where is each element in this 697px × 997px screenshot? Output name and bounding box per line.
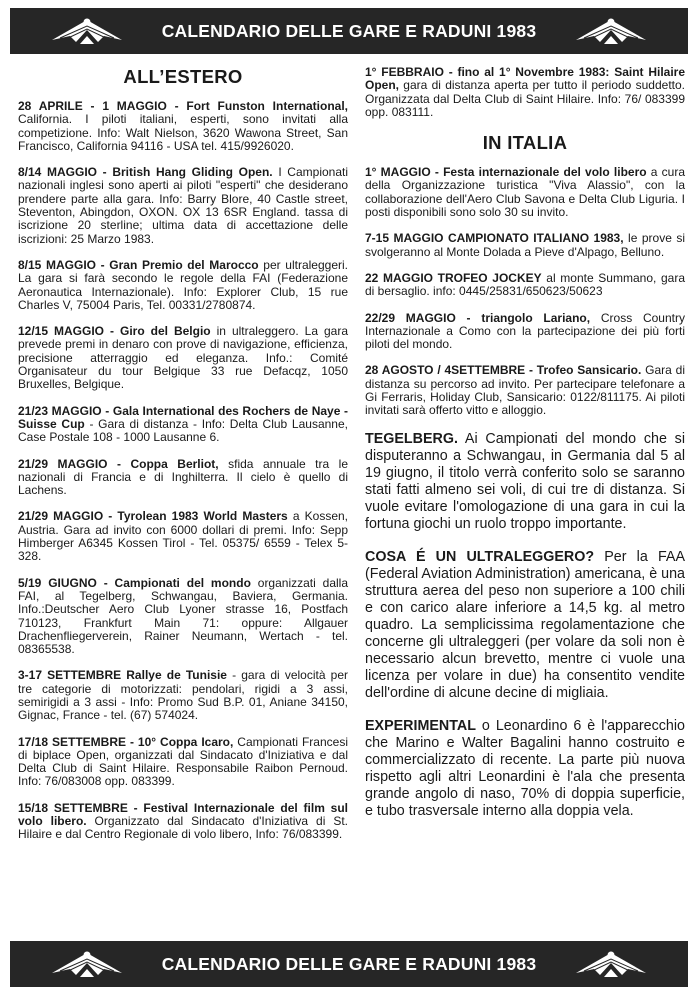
event-entry: 12/15 MAGGIO - Giro del Belgio in ultraleggero. La gara prevede premi in denaro con prove di navigazione, efficienza, precisione atterraggio ed eleganza. Info.: Comité Organisateur du tour Belgique 33 rue Defacqz, 1050 Bruxelles, Belgique. (18, 324, 349, 392)
event-entry: 1° FEBBRAIO - fino al 1° Novembre 1983: Saint Hilaire Open, gara di distanza aperta per tutto il periodo suddetto. Organizzata dal Delta Club di Saint Hilaire. Info: 76/ 083399 opp. 083111. (365, 65, 685, 119)
section-heading-italy: IN ITALIA (482, 132, 568, 154)
event-entry: 28 APRILE - 1 MAGGIO - Fort Funston International, California. I piloti italiani, esperti, sono invitati alla competizione. Info: Walt Nielson, 3620 Wawona Street, San Francisco, California 94116 - USA tel. 415/9926020. (18, 99, 348, 153)
eagle-wing-icon (50, 947, 124, 981)
event-entry: 22/29 MAGGIO - triangolo Lariano, Cross Country Internazionale a Como con la partecipazione dei più forti piloti del mondo. (365, 310, 685, 352)
section-heading-abroad: ALL’ESTERO (123, 66, 243, 87)
event-entry: 17/18 SETTEMBRE - 10° Coppa Icaro, Campionati Francesi di biplace Open, organizzati dal Sindacato d'Iniziativa e dal Delta Club di Saint Hilaire. Responsabile Raibon Pernoud. Info: 76/083008 opp. 083399. (18, 734, 348, 789)
event-entry: 21/29 MAGGIO - Coppa Berliot, sfida annuale tra le nazionali di Francia e di Inghilterra. Il cielo è quello di Lachens. (18, 456, 348, 498)
calendar-title: CALENDARIO DELLE GARE E RADUNI 1983 (161, 953, 537, 974)
event-entry: 28 AGOSTO / 4SETTEMBRE - Trofeo Sansicario. Gara di distanza su percorso ad invito. Per partecipare telefonare a Gi Ferraris, Holiday Club, Sansicario: 0122/811175. Ai piloti invitati sarà offerto vitto e alloggio. (365, 363, 685, 418)
event-entry: 8/15 MAGGIO - Gran Premio del Marocco per ultraleggeri. La gara si farà secondo le regole della FAI (Federazione Aeronautica Internazionale). Info: Explorer Club, 15 rue Charles V, 75004 Paris, Tel. 00331/2780874. (18, 257, 348, 312)
italy-column (365, 66, 685, 836)
calendar-title: CALENDARIO DELLE GARE E RADUNI 1983 (161, 20, 537, 41)
event-entry: 21/23 MAGGIO - Gala International des Rochers de Naye - Suisse Cup - Gara di distanza - Info: Delta Club Lausanne, Case Postale 108 - 1000 Lausanne 6. (18, 403, 348, 445)
footer-banner (10, 941, 688, 987)
header-banner (10, 8, 688, 54)
event-entry: 8/14 MAGGIO - British Hang Gliding Open. I Campionati nazionali inglesi sono aperti ai piloti "esperti" che desiderano prendere parte alla gara. Info: Barry Blore, 40 Castle street, Steventon, Abingdon, OXON. OX 13 6SR England. tassa di iscrizione 20 sterline; ultima data di accettazione delle iscrizioni: 25 Marzo 1983. (18, 165, 349, 246)
eagle-wing-icon (50, 14, 124, 48)
event-entry: 1° MAGGIO - Festa internazionale del volo libero a cura della Organizzazione turistica "Viva Alassio", con la collaborazione dell'Aero Club Savona e Delta Club Liguria. I posti disponibili sono solo 30 su invito. (365, 165, 685, 220)
eagle-wing-icon (574, 947, 648, 981)
event-entry: 22 MAGGIO TROFEO JOCKEY al monte Summano, gara di bersaglio. info: 0445/25831/650623/50623 (365, 270, 685, 299)
eagle-wing-icon (574, 14, 648, 48)
event-entry: 7-15 MAGGIO CAMPIONATO ITALIANO 1983, le prove si svolgeranno al Monte Dolada a Pieve d'Alpago, Belluno. (365, 231, 685, 259)
news-article: TEGELBERG. Ai Campionati del mondo che si disputeranno a Schwangau, in Germania dal 5 al 19 giugno, il titolo verrà conferito solo se saranno stati fatti almeno sei voli, di cui tre di distanza. Si vuole evitare l'omologazione di una gara in cui la fortuna giochi un ruolo troppo importante. (365, 430, 685, 532)
event-entry: 15/18 SETTEMBRE - Festival Internazionale del film sul volo libero. Organizzato dal Sindacato d'Iniziativa di St. Hilaire e dal Centro Regionale di volo libero, Info: 76/083399. (18, 800, 348, 842)
event-entry: 5/19 GIUGNO - Campionati del mondo organizzati dalla FAI, al Tegelberg, Schwangau, Baviera, Germania. Info.:Deutscher Aero Club Lyoner strasse 16, Postfach 710123, Frankfurt Main 71: oppure: Allgauer Drachenfliegerverein, Rainer Neumann, Wertach - tel. 08365538. (18, 575, 348, 657)
event-entry: 3-17 SETTEMBRE Rallye de Tunisie - gara di velocità per tre categorie di motorizzati: pendolari, rigidi a 3 assi, semirigidi a 3 assi - Info: Promo Sud B.P. 01, Aniane 34150, Gignac, France - tel. (67) 574024. (18, 668, 348, 723)
news-article: EXPERIMENTAL o Leonardino 6 è l'apparecchio che Marino e Walter Bagalini hanno costruito e commercializzato di recente. La parte più nuova rispetto agli altri Leonardini è l'ala che presenta grande angolo di naso, 70% di doppia superficie, e tubo trasversale interno alla doppia vela. (365, 717, 685, 819)
event-entry: 21/29 MAGGIO - Tyrolean 1983 World Masters a Kossen, Austria. Gara ad invito con 6000 dollari di premi. Info: Sepp Himberger A6345 Kossen Tirol - Tel. 05375/ 6559 - Telex 5-328. (18, 509, 348, 564)
news-article: COSA É UN ULTRALEGGERO? Per la FAA (Federal Aviation Administration) americana, è una struttura aerea del peso non superiore a 100 chili e con carico alare inferiore a 14,5 kg. al metro quadro. La semplicissima regolamentazione che concerne gli ultraleggeri (per volare da soli non è necessario alcun brevetto, mentre ci vuole una licenza per volare in due) ha consentito vendite dell'ordine di alcune decine di migliaia. (365, 548, 686, 701)
abroad-column (18, 66, 348, 855)
